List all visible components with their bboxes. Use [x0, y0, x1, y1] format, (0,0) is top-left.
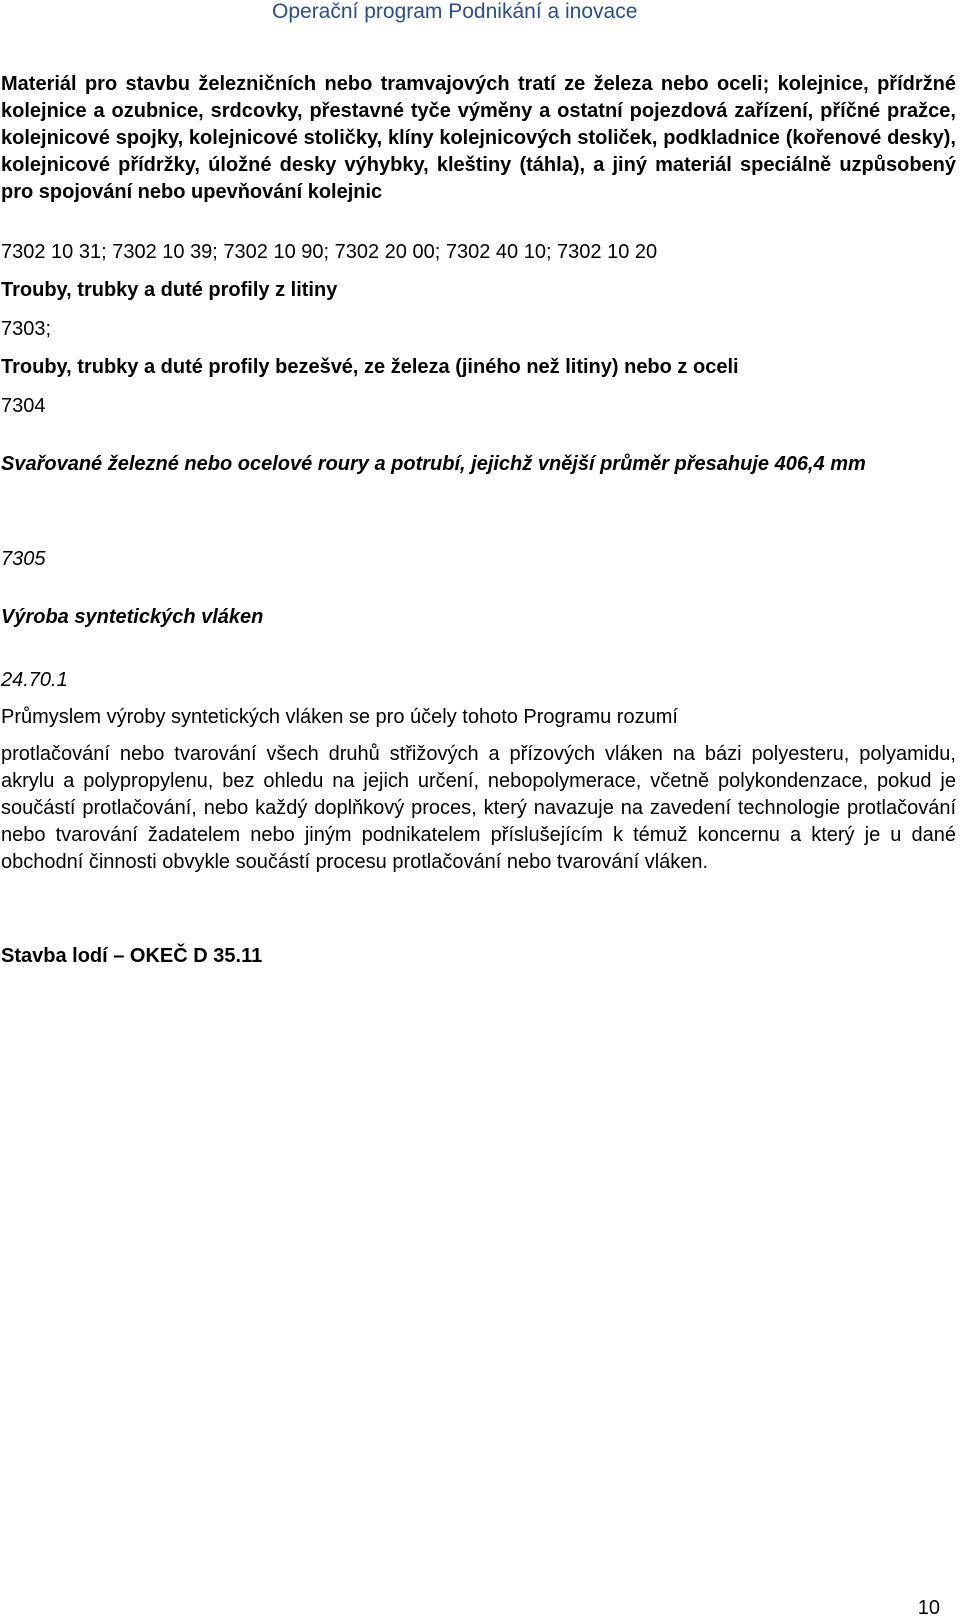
shipbuilding-heading: Stavba lodí – OKEČ D 35.11 [1, 945, 263, 967]
rail-material-heading: Materiál pro stavbu železničních nebo tramvajových tratí ze železa nebo oceli; kolejnice, přídržné kolejnice a ozubnice, srdcovky, přestavné tyče výměny a ostatní pojezdová zařízení, příčné pražce, kolejnicové spojky, kolejnicové stoličky, klíny kolejnicových stoliček, podkladnice (kořenové desky), kolejnicové přídržky, úložné desky výhybky, kleštiny (táhla), a jiný materiál speciálně uzpůsobený pro spojování nebo upevňování kolejnic [1, 73, 956, 203]
welded-pipes-heading: Svařované železné nebo ocelové roury a potrubí, jejichž vnější průměr přesahuje 406,4 mm [1, 453, 866, 475]
synthetic-fibres-intro: Průmyslem výroby syntetických vláken se pro účely tohoto Programu rozumí [1, 706, 678, 728]
page-number: 10 [917, 1597, 940, 1619]
welded-pipes-codes: 7305 [1, 548, 46, 570]
seamless-tubes-codes: 7304 [1, 395, 46, 417]
cast-iron-tubes-heading: Trouby, trubky a duté profily z litiny [1, 279, 338, 301]
synthetic-fibres-heading: Výroba syntetických vláken [1, 606, 264, 628]
rail-material-codes: 7302 10 31; 7302 10 39; 7302 10 90; 7302 20 00; 7302 40 10; 7302 10 20 [1, 241, 658, 263]
synthetic-fibres-body: protlačování nebo tvarování všech druhů střižových a přízových vláken na bázi polyesteru, polyamidu, akrylu a polypropylenu, bez ohledu na jejich určení, nebopolymerace, včetně polykondenzace, pokud je součástí protlačování, nebo každý doplňkový proces, který navazuje na zavedení technologie protlačování nebo tvarování žadatelem nebo jiným podnikatelem příslušejícím k témuž koncernu a který je u dané obchodní činnosti obvykle součástí procesu protlačování nebo tvarování vláken. [1, 743, 956, 873]
page-header-title: Operační program Podnikání a inovace [272, 0, 638, 23]
cast-iron-tubes-codes: 7303; [1, 318, 52, 340]
synthetic-fibres-code: 24.70.1 [1, 669, 68, 691]
seamless-tubes-heading: Trouby, trubky a duté profily bezešvé, ze železa (jiného než litiny) nebo z oceli [1, 356, 739, 378]
